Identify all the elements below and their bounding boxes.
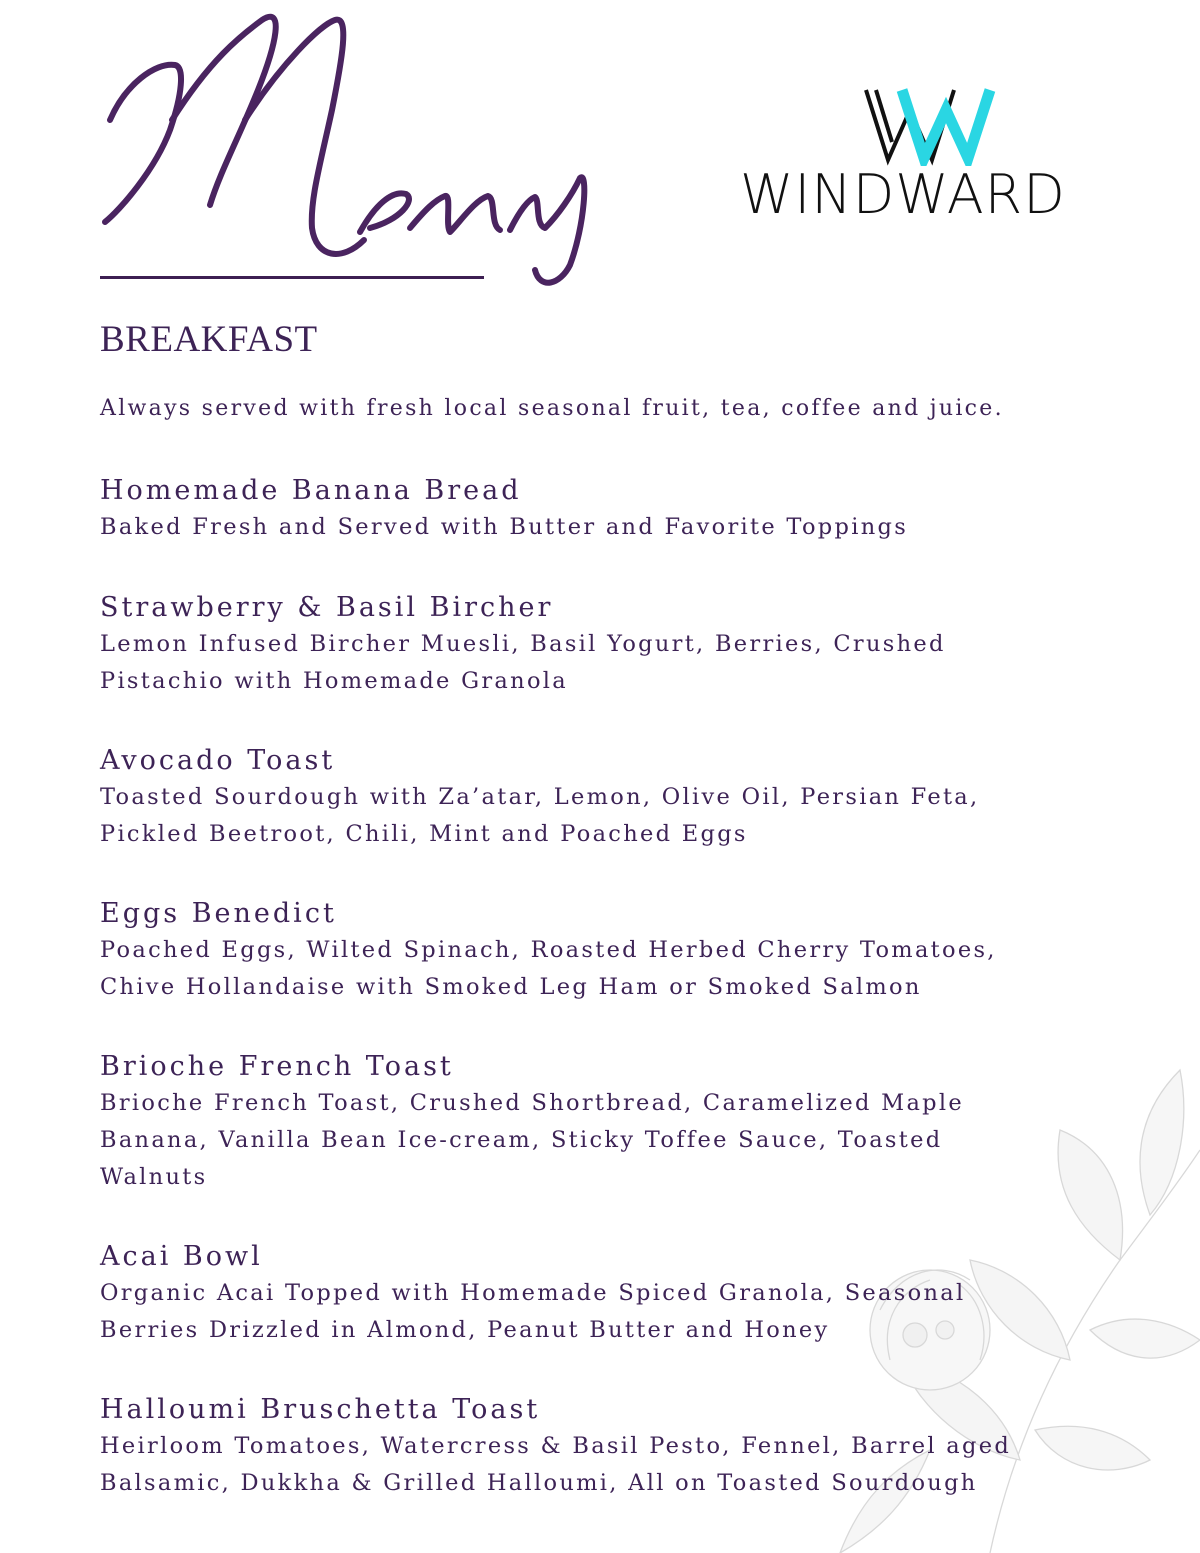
item-description-line: Berries Drizzled in Almond, Peanut Butter and Honey	[100, 1317, 830, 1343]
item-description-line: Poached Eggs, Wilted Spinach, Roasted Herbed Cherry Tomatoes,	[100, 937, 997, 963]
menu-item	[100, 472, 1130, 546]
section-intro: Always served with fresh local seasonal fruit, tea, coffee and juice.	[100, 396, 1004, 421]
section-title: BREAKFAST	[100, 319, 318, 360]
item-name: Strawberry & Basil Bircher	[100, 592, 554, 623]
item-description-line: Pistachio with Homemade Granola	[100, 668, 568, 694]
menu-item	[100, 742, 1130, 853]
item-name: Acai Bowl	[100, 1241, 263, 1272]
item-description-line: Heirloom Tomatoes, Watercress & Basil Pesto, Fennel, Barrel aged	[100, 1433, 1012, 1459]
menu-item	[100, 895, 1130, 1006]
item-name: Eggs Benedict	[100, 898, 337, 929]
item-description-line: Organic Acai Topped with Homemade Spiced Granola, Seasonal	[100, 1280, 966, 1306]
item-description-line: Balsamic, Dukkha & Grilled Halloumi, All on Toasted Sourdough	[100, 1470, 978, 1496]
menu-item	[100, 589, 1130, 700]
item-description-line: Brioche French Toast, Crushed Shortbread, Caramelized Maple	[100, 1090, 964, 1116]
title-underline	[100, 276, 484, 279]
item-description-line: Chive Hollandaise with Smoked Leg Ham or Smoked Salmon	[100, 974, 922, 1000]
item-name: Halloumi Bruschetta Toast	[100, 1394, 541, 1425]
item-description-line: Lemon Infused Bircher Muesli, Basil Yogurt, Berries, Crushed	[100, 631, 946, 657]
menu-item	[100, 1238, 1130, 1349]
menu-item	[100, 1048, 1130, 1196]
item-description-line: Pickled Beetroot, Chili, Mint and Poached Eggs	[100, 821, 748, 847]
item-description-line: Walnuts	[100, 1164, 208, 1190]
item-description-line: Banana, Vanilla Bean Ice-cream, Sticky Toffee Sauce, Toasted	[100, 1127, 943, 1153]
menu-item	[100, 1391, 1130, 1502]
item-description-line: Baked Fresh and Served with Butter and Favorite Toppings	[100, 514, 909, 540]
windward-w-logo-icon	[862, 84, 1010, 166]
item-name: Brioche French Toast	[100, 1051, 454, 1082]
item-name: Avocado Toast	[100, 745, 336, 776]
item-name: Homemade Banana Bread	[100, 475, 522, 506]
brand-wordmark: WINDWARD	[740, 163, 1066, 226]
item-description-line: Toasted Sourdough with Za’atar, Lemon, Olive Oil, Persian Feta,	[100, 784, 980, 810]
menu-script-title	[80, 0, 620, 290]
